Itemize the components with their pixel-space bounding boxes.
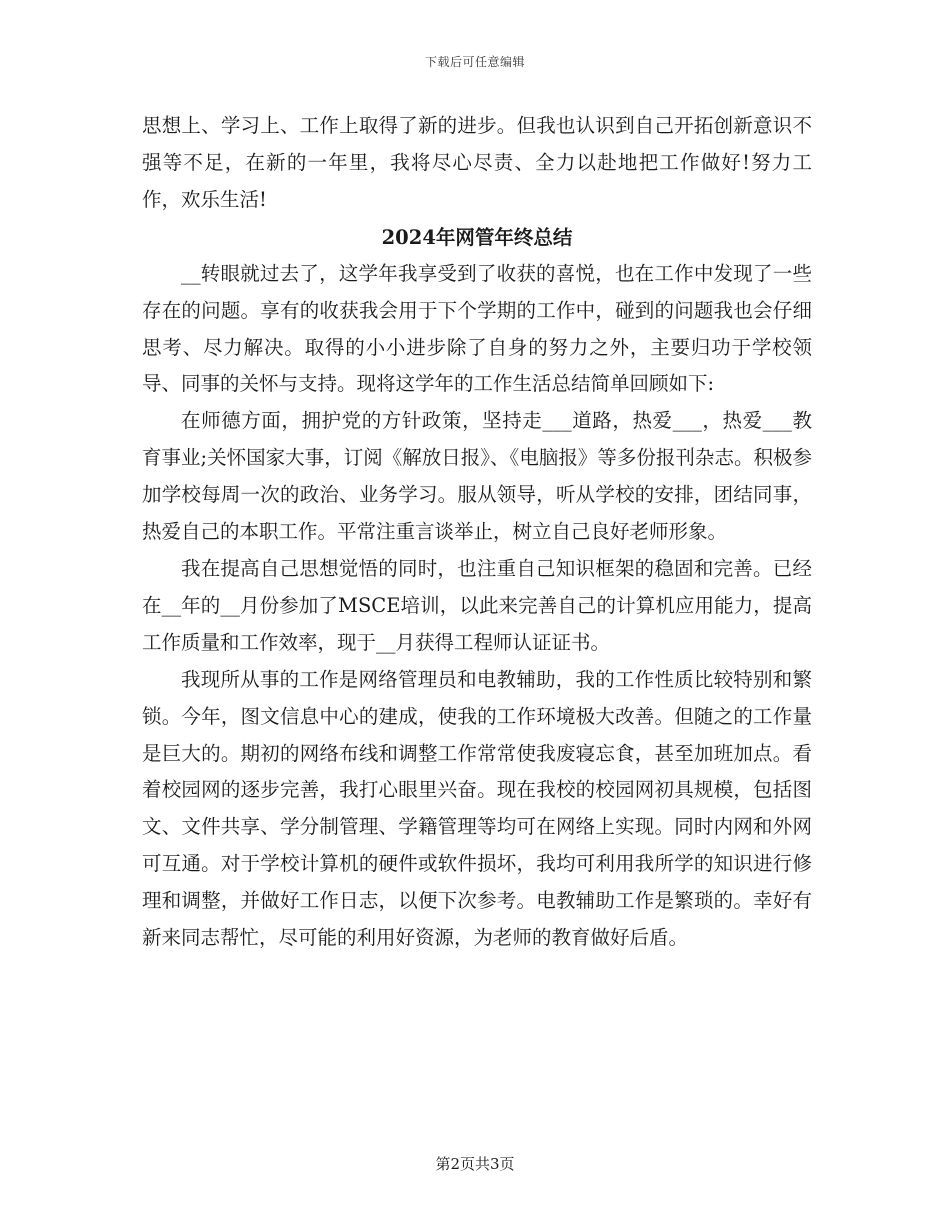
- paragraph-work: 我现所从事的工作是网络管理员和电教辅助，我的工作性质比较特别和繁锁。今年，图文信息中心的建成，使我的工作环境极大改善。但随之的工作量是巨大的。期初的网络布线和调整工作常常使我废寝忘食，甚至加班加点。看着校园网的逐步完善，我打心眼里兴奋。现在我校的校园网初具规模，包括图文、文件共享、学分制管理、学籍管理等均可在网络上实现。同时内网和外网可互通。对于学校计算机的硬件或软件损坏，我均可利用我所学的知识进行修理和调整，并做好工作日志，以便下次参考。电教辅助工作是繁琐的。幸好有新来同志帮忙，尽可能的利用好资源，为老师的教育做好后盾。: [142, 667, 812, 950]
- section-title: 2024年网管年终总结: [381, 225, 573, 249]
- page-header: 下载后可任意编辑: [424, 55, 525, 69]
- page-number: 第2页共3页: [435, 1155, 515, 1173]
- paragraph-ethics: 在师德方面，拥护党的方针政策，坚持走___道路，热爱___，热爱___教育事业;关怀国家大事，订阅《解放日报》、《电脑报》等多份报刊杂志。积极参加学校每周一次的政治、业务学习。服从领导，听从学校的安排，团结同事，热爱自己的本职工作。平常注重言谈举止，树立自己良好老师形象。: [142, 409, 812, 544]
- paragraph-training: 我在提高自己思想觉悟的同时，也注重自己知识框架的稳固和完善。已经在__年的__月份参加了MSCE培训，以此来完善自己的计算机应用能力，提高工作质量和工作效率，现于__月获得工程师认证证书。: [142, 556, 812, 654]
- document-body: [142, 108, 812, 957]
- paragraph-intro: __转眼就过去了，这学年我享受到了收获的喜悦，也在工作中发现了一些存在的问题。享有的收获我会用于下个学期的工作中，碰到的问题我也会仔细思考、尽力解决。取得的小小进步除了自身的努力之外，主要归功于学校领导、同事的关怀与支持。现将这学年的工作生活总结简单回顾如下:: [142, 261, 812, 396]
- continuation-paragraph: 思想上、学习上、工作上取得了新的进步。但我也认识到自己开拓创新意识不强等不足，在新的一年里，我将尽心尽责、全力以赴地把工作做好!努力工作，欢乐生活!: [142, 114, 812, 211]
